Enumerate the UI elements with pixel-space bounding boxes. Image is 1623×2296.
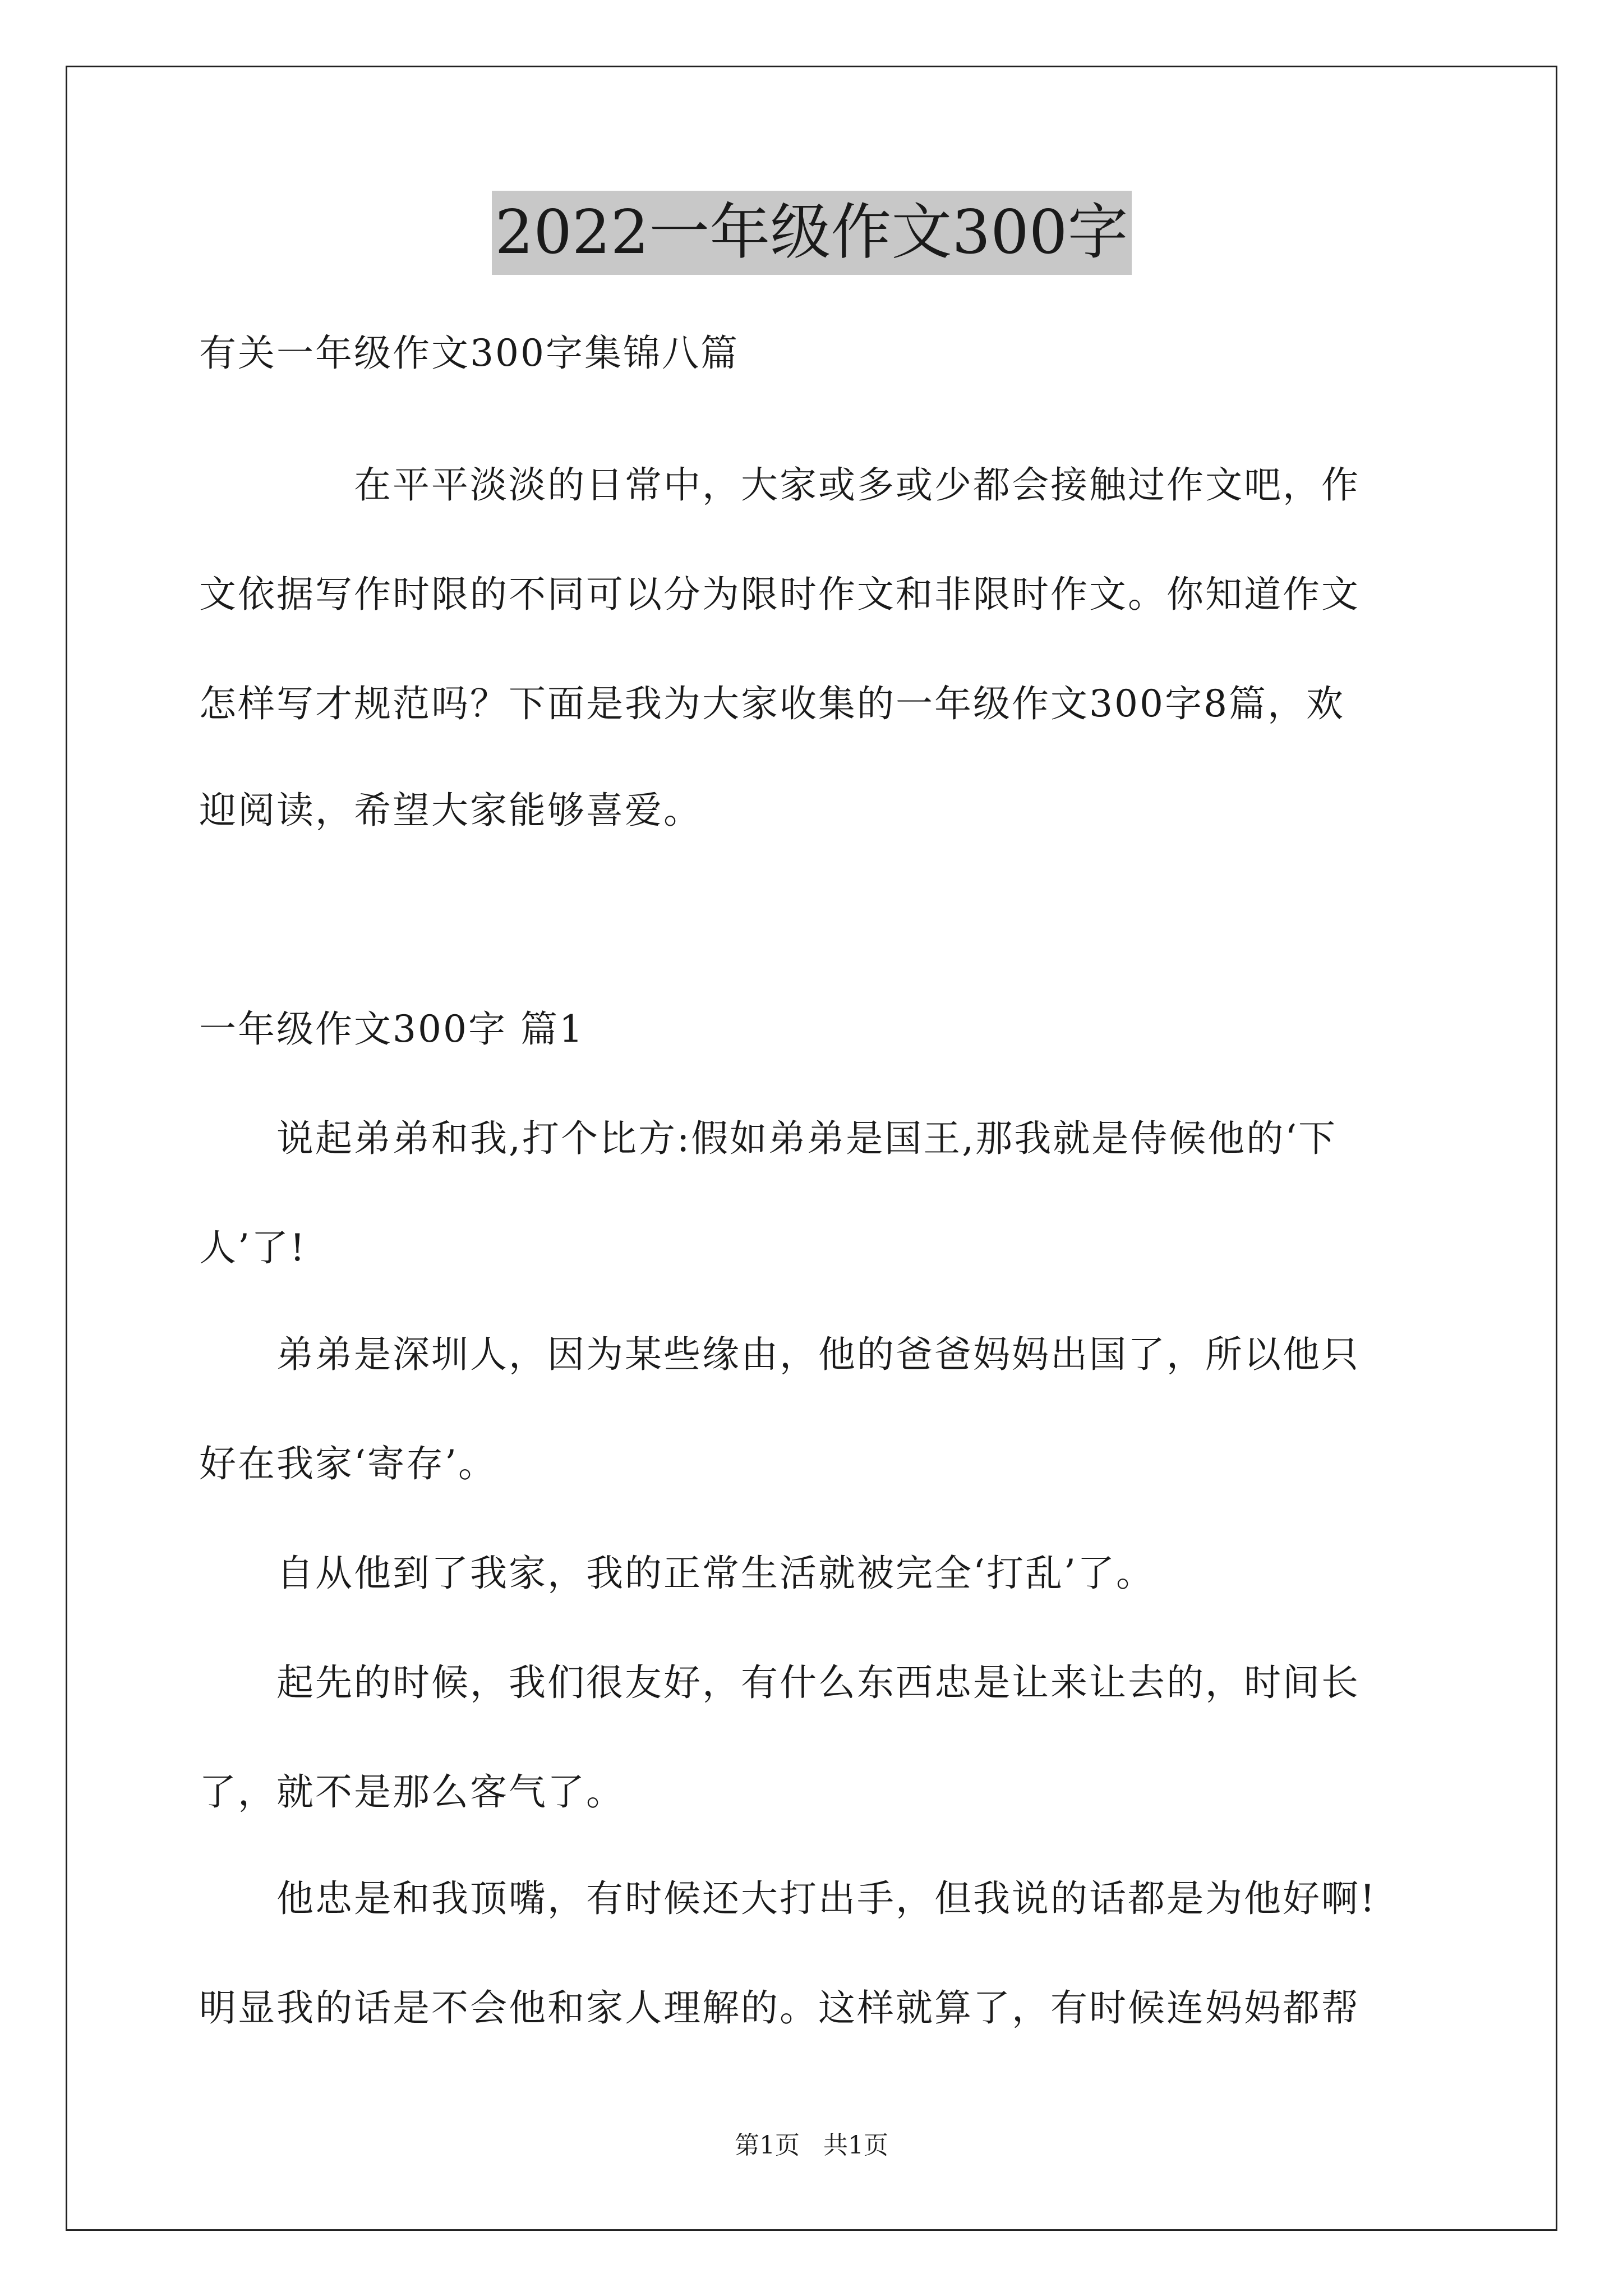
- body-line-4: 好在我家‘寄存’。: [199, 1442, 497, 1485]
- body-line-8: 他忠是和我顶嘴，有时候还大打出手，但我说的话都是为他好啊!: [199, 1877, 1377, 1920]
- intro-line-4: 迎阅读，希望大家能够喜爱。: [199, 789, 702, 832]
- body-line-6: 起先的时候，我们很友好，有什么东西忠是让来让去的，时间长: [199, 1661, 1360, 1704]
- body-line-3: 弟弟是深圳人，因为某些缘由，他的爸爸妈妈出国了，所以他只: [199, 1333, 1360, 1376]
- body-line-7: 了，就不是那么客气了。: [199, 1770, 625, 1814]
- intro-line-2: 文依据写作时限的不同可以分为限时作文和非限时作文。你知道作文: [199, 573, 1360, 616]
- body-line-5: 自从他到了我家，我的正常生活就被完全‘打乱’了。: [199, 1552, 1155, 1595]
- section-heading: 一年级作文300字 篇1: [199, 1007, 584, 1051]
- body-line-2: 人’了!: [199, 1226, 307, 1269]
- page-footer: 第1页 共1页: [735, 2131, 888, 2160]
- intro-line-1: 在平平淡淡的日常中，大家或多或少都会接触过作文吧，作: [199, 463, 1360, 507]
- body-line-9: 明显我的话是不会他和家人理解的。这样就算了，有时候连妈妈都帮: [199, 1986, 1360, 2030]
- title-container: [0, 191, 1623, 275]
- document-subtitle: 有关一年级作文300字集锦八篇: [199, 332, 739, 375]
- document-title: 2022一年级作文300字: [492, 191, 1132, 275]
- intro-line-3: 怎样写才规范吗？下面是我为大家收集的一年级作文300字8篇，欢: [199, 682, 1345, 725]
- body-line-1: 说起弟弟和我,打个比方:假如弟弟是国王,那我就是侍候他的‘下: [199, 1117, 1338, 1160]
